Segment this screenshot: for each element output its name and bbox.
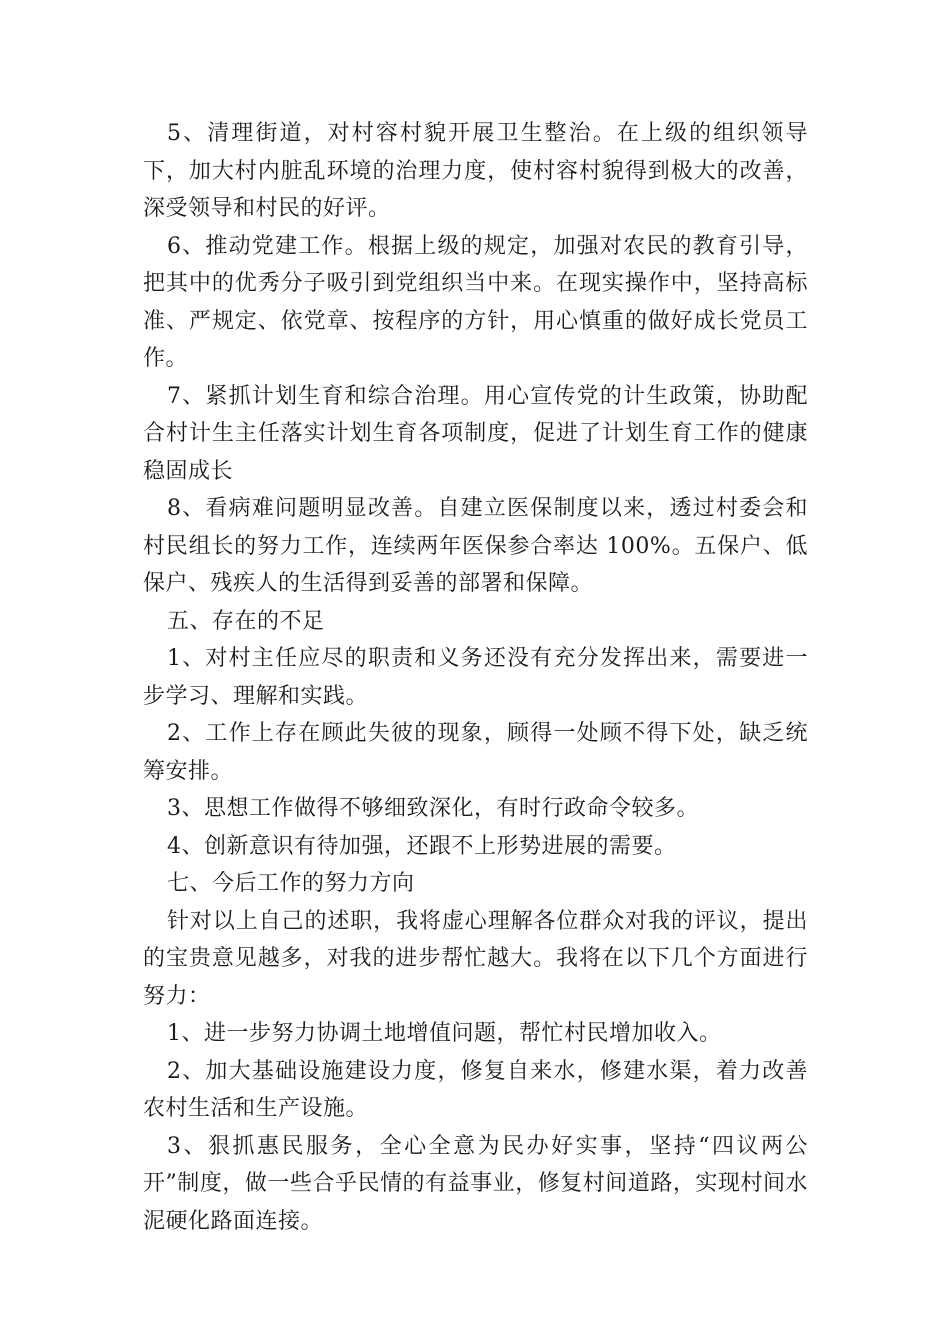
- paragraph-shortcoming-1: 1、对村主任应尽的职责和义务还没有充分发挥出来，需要进一步学习、理解和实践。: [143, 646, 808, 709]
- paragraph-shortcoming-4: 4、创新意识有待加强，还跟不上形势进展的需要。: [167, 833, 677, 859]
- paragraph-item-8-medical-insurance: 8、看病难问题明显改善。自建立医保制度以来，透过村委会和村民组长的努力工作，连续两年医保参合率达 100%。五保户、低保户、残疾人的生活得到妥善的部署和保障。: [143, 496, 808, 596]
- paragraph-future-2: 2、加大基础设施建设力度，修复自来水，修建水渠，着力改善农村生活和生产设施。: [143, 1058, 808, 1121]
- document-body: [143, 115, 808, 1240]
- paragraph-shortcoming-3: 3、思想工作做得不够细致深化，有时行政命令较多。: [167, 796, 699, 821]
- paragraph-item-7-family-planning: 7、紧抓计划生育和综合治理。用心宣传党的计生政策，协助配合村计生主任落实计划生育各项制度，促进了计划生育工作的健康稳固成长: [143, 383, 808, 484]
- paragraph-future-3: 3、狠抓惠民服务，全心全意为民办好实事，坚持“四议两公开”制度，做一些合乎民情的有益事业，修复村间道路，实现村间水泥硬化路面连接。: [143, 1133, 808, 1234]
- paragraph-item-6-party-building: 6、推动党建工作。根据上级的规定，加强对农民的教育引导，把其中的优秀分子吸引到党组织当中来。在现实操作中，坚持高标准、严规定、依党章、按程序的方针，用心慎重的做好成长党员工作。: [143, 233, 808, 371]
- paragraph-future-1: 1、进一步努力协调土地增值问题，帮忙村民增加收入。: [167, 1021, 722, 1046]
- section-heading-shortcomings: 五、存在的不足: [167, 608, 325, 634]
- paragraph-future-intro: 针对以上自己的述职，我将虚心理解各位群众对我的评议，提出的宝贵意见越多，对我的进步帮忙越大。我将在以下几个方面进行努力：: [143, 908, 808, 1009]
- paragraph-item-5-sanitation: 5、清理街道，对村容村貌开展卫生整治。在上级的组织领导下，加大村内脏乱环境的治理力度，使村容村貌得到极大的改善，深受领导和村民的好评。: [143, 121, 808, 221]
- paragraph-shortcoming-2: 2、工作上存在顾此失彼的现象，顾得一处顾不得下处，缺乏统筹安排。: [143, 721, 808, 784]
- section-heading-future-direction: 七、今后工作的努力方向: [167, 871, 415, 896]
